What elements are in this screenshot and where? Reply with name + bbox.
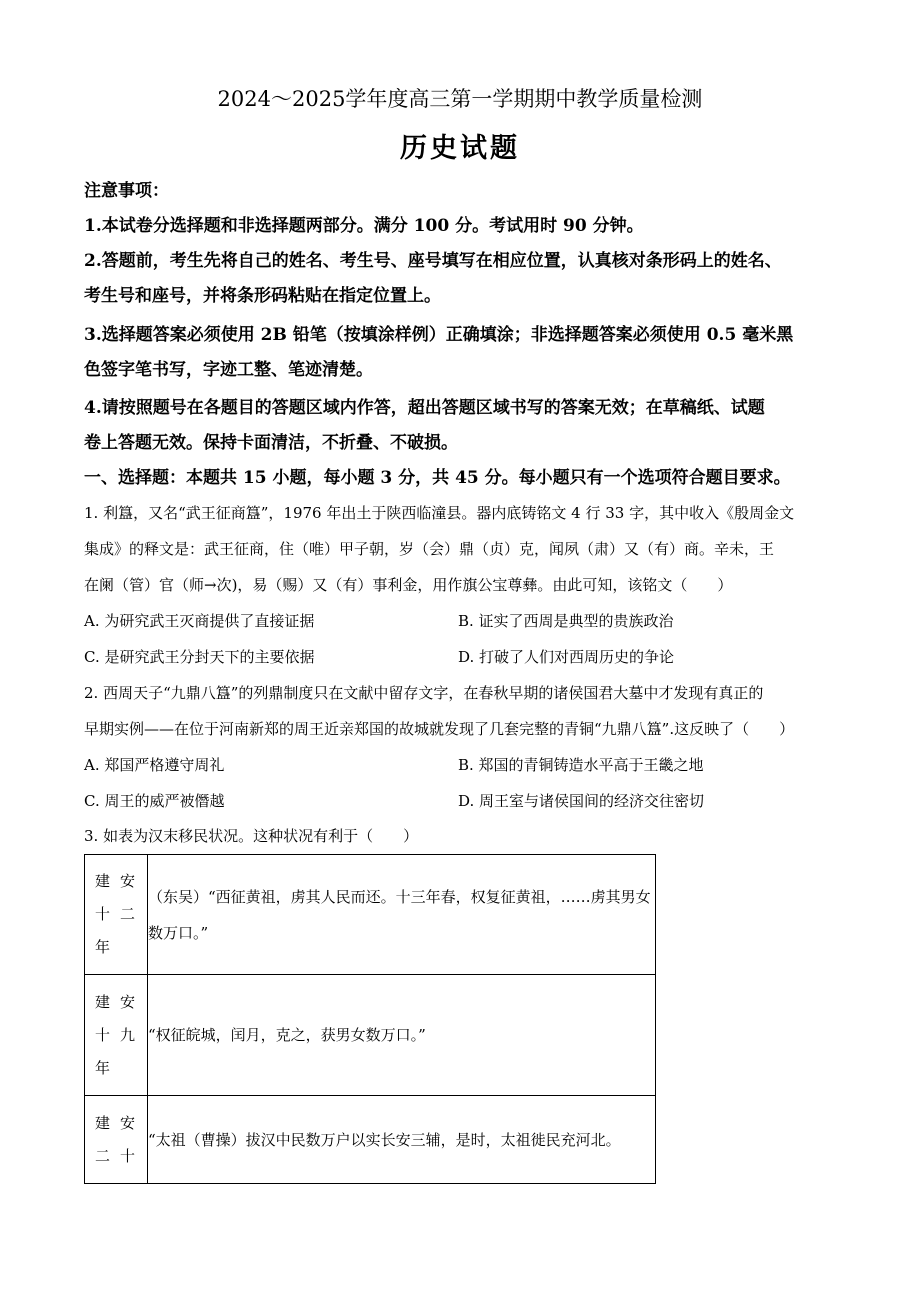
notice-heading: 注意事项： [84, 181, 169, 201]
year-cell [85, 855, 148, 975]
question-1-stem: 1. 利簋，又名“武王征商簋”，1976 年出土于陕西临潼县。器内底铸铭文 4 行 33 字，其中收入《殷周金文 [84, 504, 795, 522]
question-1-option-a: A. 为研究武王灭商提供了直接证据 [84, 612, 315, 630]
quote-cell: “太祖（曹操）拔汉中民数万户以实长安三辅，是时，太祖徙民充河北。 [148, 1096, 656, 1184]
year-cell [85, 975, 148, 1096]
exam-title: 2024～2025学年度高三第一学期期中教学质量检测 [217, 87, 703, 111]
notice-line: 2.答题前，考生先将自己的姓名、考生号、座号填写在相应位置，认真核对条形码上的姓名、 [84, 251, 782, 271]
notice-line: 1.本试卷分选择题和非选择题两部分。满分 100 分。考试用时 90 分钟。 [84, 216, 644, 236]
migration-table [84, 854, 656, 1184]
year-char: 安 [119, 992, 135, 1011]
notice-line: 色签字笔书写，字迹工整、笔迹清楚。 [84, 360, 373, 380]
year-char: 十 [95, 1025, 111, 1044]
subject-title: 历史试题 [400, 133, 520, 164]
year-char: 年 [95, 938, 111, 956]
year-char: 九 [119, 1025, 135, 1044]
notice-line: 3.选择题答案必须使用 2B 铅笔（按填涂样例）正确填涂；非选择题答案必须使用 0.5 毫米黑 [84, 325, 794, 345]
question-1-option-b: B. 证实了西周是典型的贵族政治 [458, 612, 674, 630]
year-char: 建 [95, 992, 111, 1011]
year-char: 二 [119, 905, 135, 923]
notice-line: 4.请按照题号在各题目的答题区域内作答，超出答题区域书写的答案无效；在草稿纸、试题 [84, 398, 765, 418]
table-row [85, 975, 656, 1096]
year-cell [85, 1096, 148, 1184]
section-heading: 一、选择题：本题共 15 小题，每小题 3 分，共 45 分。每小题只有一个选项符合题目要求。 [84, 468, 791, 488]
question-1-stem: 集成》的释文是：武王征商，住（唯）甲子朝，岁（会）鼎（贞）克，闻夙（肃）又（有）商。辛未，王 [84, 540, 775, 558]
year-char: 十 [95, 905, 111, 923]
year-char: 安 [119, 1113, 135, 1132]
quote-cell: （东吴）“西征黄祖，虏其人民而还。十三年春，权复征黄祖，……虏其男女数万口。” [148, 855, 656, 975]
table-row [85, 1096, 656, 1184]
question-1-stem: 在阑（管）官（师→次)，易（赐）又（有）事利金，用作旗公宝尊彝。由此可知，该铭文（ ） [84, 576, 733, 594]
year-char: 年 [95, 1058, 111, 1077]
question-2-option-b: B. 郑国的青铜铸造水平高于王畿之地 [458, 756, 704, 774]
question-2-stem: 2. 西周天子“九鼎八簋”的列鼎制度只在文献中留存文字，在春秋早期的诸侯国君大墓中才发现有真正的 [84, 684, 764, 702]
question-2-stem: 早期实例——在位于河南新郑的周王近亲郑国的故城就发现了几套完整的青铜“九鼎八簋”.这反映了（ ） [84, 720, 795, 738]
year-char: 二 [95, 1146, 111, 1165]
question-2-option-d: D. 周王室与诸侯国间的经济交往密切 [458, 792, 705, 810]
table-row [85, 855, 656, 975]
year-char: 十 [119, 1146, 135, 1165]
question-2-option-a: A. 郑国严格遵守周礼 [84, 756, 225, 774]
year-char: 建 [95, 872, 111, 890]
year-char: 安 [119, 872, 135, 890]
quote-cell: “权征皖城，闰月，克之，获男女数万口。” [148, 975, 656, 1096]
question-2-option-c: C. 周王的威严被僭越 [84, 792, 225, 810]
notice-line: 卷上答题无效。保持卡面清洁，不折叠、不破损。 [84, 433, 458, 453]
question-1-option-d: D. 打破了人们对西周历史的争论 [458, 648, 675, 666]
notice-line: 考生号和座号，并将条形码粘贴在指定位置上。 [84, 286, 441, 306]
question-1-option-c: C. 是研究武王分封天下的主要依据 [84, 648, 315, 666]
question-3-stem: 3. 如表为汉末移民状况。这种状况有利于（ ） [84, 827, 419, 845]
year-char: 建 [95, 1113, 111, 1132]
